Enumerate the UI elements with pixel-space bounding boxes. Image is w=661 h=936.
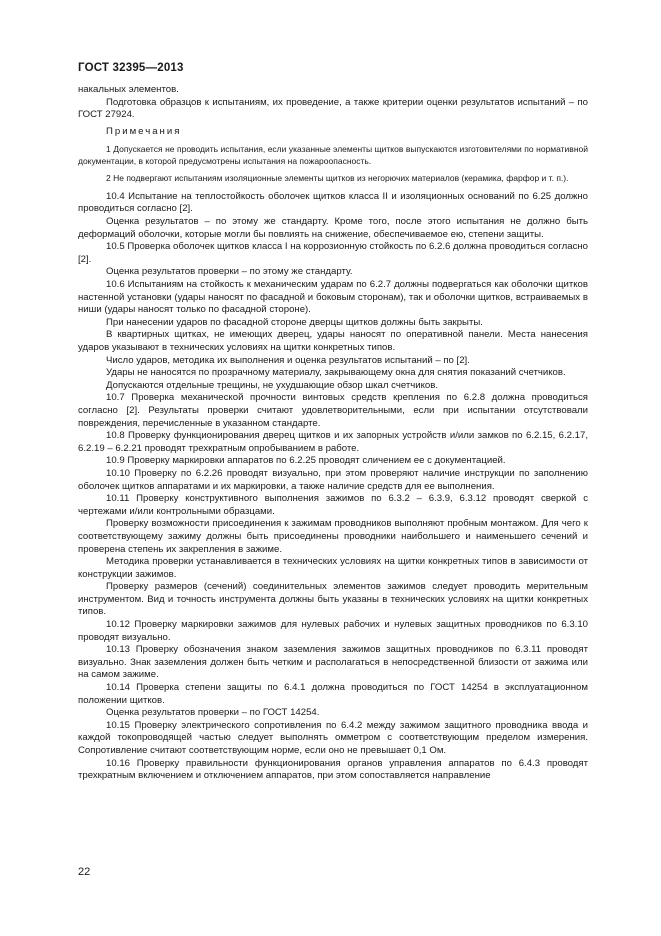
paragraph: Методика проверки устанавливается в технических условиях на щитки конкретных типов в зависимости от конструкции зажимов.: [78, 556, 588, 580]
paragraph: Проверку возможности присоединения к зажимам проводников выполняют пробным монтажом. Для чего к соответствующему зажиму должны быть присоединены проводники наибольшего и наименьшего сечений и проверена степень их закрепления в зажиме.: [78, 518, 588, 555]
clause-10-5: 10.5 Проверка оболочек щитков класса I на коррозионную стойкость по 6.2.6 должна проводиться согласно [2].: [78, 241, 588, 265]
clause-10-15: 10.15 Проверку электрического сопротивления по 6.4.2 между зажимом защитного проводника ввода и каждой токопроводящей частью следует выполнять омметром с соответствующим пределом измерения. Сопротивление считают соответствующим норме, если оно не превышает 0,1 Ом.: [78, 719, 588, 756]
paragraph: Подготовка образцов к испытаниям, их проведение, а также критерии оценки результатов испытаний – по ГОСТ 27924.: [78, 96, 588, 121]
clause-10-12: 10.12 Проверку маркировки зажимов для нулевых рабочих и нулевых защитных проводников по 6.3.10 проводят визуально.: [78, 619, 588, 643]
clause-10-14: 10.14 Проверка степени защиты по 6.4.1 должна проводиться по ГОСТ 14254 в эксплуатационном положении щитков.: [78, 682, 588, 706]
clause-10-4: 10.4 Испытание на теплостойкость оболочек щитков класса II и изоляционных оснований по 6.25 должно проводиться согласно [2].: [78, 190, 588, 215]
clause-10-11: 10.11 Проверку конструктивного выполнения зажимов по 6.3.2 – 6.3.9, 6.3.12 проводят сверкой с чертежами и/или контрольными образцами.: [78, 493, 588, 517]
paragraph: Оценка результатов – по этому же стандарту. Кроме того, после этого испытания не должно быть деформаций оболочки, которые могли бы повлиять на снижение, обеспечиваемое ею, степени защиты.: [78, 216, 588, 240]
paragraph: Оценка результатов проверки – по ГОСТ 14254.: [106, 707, 320, 719]
paragraph: Число ударов, методика их выполнения и оценка результатов испытаний – по [2].: [106, 354, 470, 366]
paragraph: накальных элементов.: [78, 84, 179, 95]
paragraph: При нанесении ударов по фасадной стороне дверцы щитков должны быть закрыты.: [106, 316, 483, 328]
note-2: 2 Не подвергают испытаниям изоляционные элементы щитков из негорючих материалов (керамика, фарфор и т. п.).: [106, 173, 569, 184]
notes-heading: Примечания: [106, 125, 182, 137]
paragraph: Допускаются отдельные трещины, не ухудшающие обзор шкал счетчиков.: [106, 379, 438, 391]
clause-10-10: 10.10 Проверку по 6.2.26 проводят визуально, при этом проверяют наличие инструкции по заполнению оболочек щитков аппаратами и их маркировки, а также наличие средств для ее выполнения.: [78, 467, 588, 492]
clause-10-7: 10.7 Проверка механической прочности винтовых средств крепления по 6.2.8 должна проводиться согласно [2]. Результаты проверки считают удовлетворительными, если при испытании отсутствовали повреждения, перечисленные в указанном стандарте.: [78, 392, 588, 429]
clause-10-16: 10.16 Проверку правильности функционирования органов управления аппаратов по 6.4.3 проводят трехкратным включением и отключением аппаратов, при этом сопоставляется направление: [78, 757, 588, 782]
clause-10-9: 10.9 Проверку маркировки аппаратов по 6.2.25 проводят сличением ее с документацией.: [106, 455, 506, 467]
clause-10-13: 10.13 Проверку обозначения знаком заземления зажимов защитных проводников по 6.3.11 проводят визуально. Знак заземления должен быть четким и располагаться в непосредственной близости от зажима или на самом зажиме.: [78, 644, 588, 681]
document-header: ГОСТ 32395—2013: [78, 62, 184, 74]
clause-10-6: 10.6 Испытаниям на стойкость к механическим ударам по 6.2.7 должны подвергаться как оболочки щитков настенной установки (удары наносят по фасадной и боковым сторонам), так и оболочки щитков, встраиваемых в ниши (удары наносят только по фасадной стороне).: [78, 279, 588, 316]
note-1: 1 Допускается не проводить испытания, если указанные элементы щитков выпускаются изготовителями по нормативной документации, в которой предусмотрены испытания на пожароопасность.: [78, 144, 588, 166]
document-body: [78, 84, 588, 783]
paragraph: В квартирных щитках, не имеющих дверец, удары наносят по оперативной панели. Места нанесения ударов указывают в технических условиях на щитки конкретных типов.: [78, 329, 588, 353]
paragraph: Удары не наносятся по прозрачному материалу, закрывающему окна для снятия показаний счетчиков.: [106, 367, 566, 379]
clause-10-8: 10.8 Проверку функционирования дверец щитков и их запорных устройств и/или замков по 6.2.15, 6.2.17, 6.2.19 – 6.2.21 проводят трехкратным опробыванием в работе.: [78, 430, 588, 454]
paragraph: Оценка результатов проверки – по этому же стандарту.: [106, 266, 353, 278]
paragraph: Проверку размеров (сечений) соединительных элементов зажимов следует проводить мерительным инструментом. Вид и точность инструмента должны быть указаны в технических условиях на щитки конкретных типов.: [78, 581, 588, 618]
page-number: 22: [78, 866, 91, 878]
